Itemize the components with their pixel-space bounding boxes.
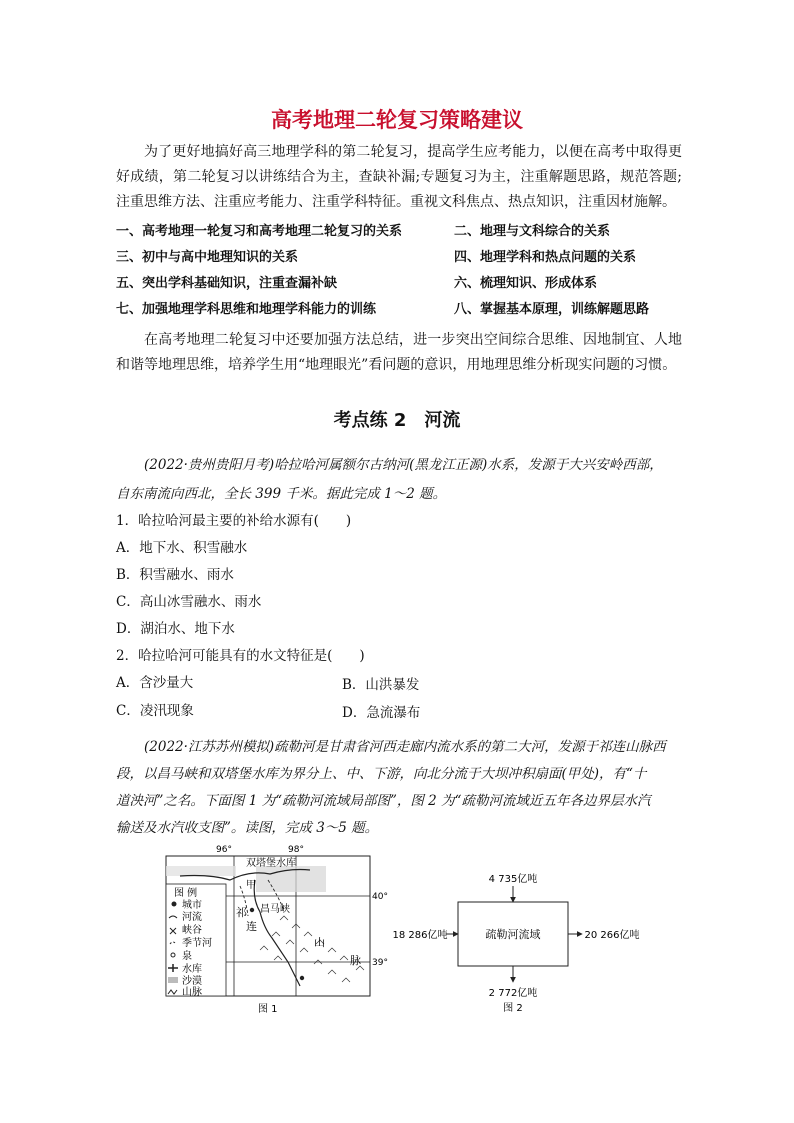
- q2-option-c: C．凌汛现象: [116, 703, 194, 719]
- closing-paragraph: 在高考地理二轮复习中还要加强方法总结，进一步突出空间综合思维、因地制宜、人地和谐等地理思维，培养学生用“地理眼光”看问题的意识，用地理思维分析现实问题的习惯。: [116, 332, 682, 373]
- legend-mountain: 山脉: [182, 987, 202, 998]
- intro-paragraph: 为了更好地搞好高三地理学科的第二轮复习，提高学生应考能力，以便在高考中取得更好成绩，第二轮复习以讲练结合为主，查缺补漏;专题复习为主，注重解题思路，规范答题;注重思维方法、注重应考能力、注重学科特征。重视文科焦点、热点知识，注重因材施解。: [116, 144, 682, 210]
- label-changma-gorge: 昌马峡: [260, 904, 290, 915]
- figure-1-caption: 图 1: [258, 1004, 278, 1015]
- point-8: 八、掌握基本原理，训练解题思路: [454, 302, 650, 317]
- legend-gorge: 峡谷: [182, 925, 202, 936]
- section-title: 考点练 2 河流: [333, 410, 461, 431]
- q1-option-b: B．积雪融水、雨水: [116, 567, 234, 583]
- legend-city-icon: [172, 902, 177, 907]
- q2-option-b: B．山洪暴发: [342, 677, 420, 693]
- lon-label-96: 96°: [216, 845, 232, 855]
- figure-2-vapor-budget-diagram: [390, 868, 650, 1018]
- legend-reservoir: 水库: [182, 964, 202, 975]
- q1-option-c: C．高山冰雪融水、雨水: [116, 594, 262, 610]
- legend-desert: 沙漠: [182, 976, 202, 987]
- legend-spring: 泉: [182, 951, 192, 962]
- q2-option-d: D．急流瀑布: [342, 705, 421, 721]
- legend-title: 图 例: [174, 888, 198, 899]
- material-2-line-3: 道泱河”之名。下面图 1 为“疏勒河流域局部图”，图 2 为“疏勒河流域近五年各边界层水汽: [116, 793, 651, 809]
- right-value: 20 266亿吨: [584, 930, 640, 941]
- q2-option-a: A．含沙量大: [116, 675, 194, 691]
- material-1-line-2: 自东南流向西北，全长 399 千米。据此完成 1～2 题。: [116, 486, 447, 502]
- legend-seasonal-river: 季节河: [182, 938, 212, 949]
- lon-label-98: 98°: [288, 845, 304, 855]
- label-lian: 连: [246, 920, 257, 933]
- material-2-line-1: (2022·江苏苏州模拟)疏勒河是甘肃省河西走廊内流水系的第二大河，发源于祁连山脉西: [144, 739, 666, 755]
- bottom-value: 2 772亿吨: [488, 988, 538, 999]
- point-7: 七、加强地理学科思维和地理学科能力的训练: [116, 302, 377, 317]
- left-value: 18 286亿吨: [392, 930, 448, 941]
- figure-2-caption: 图 2: [503, 1003, 523, 1014]
- top-value: 4 735亿吨: [488, 874, 538, 885]
- legend-city: 城市: [182, 900, 202, 911]
- question-2: 2．哈拉哈河可能具有的水文特征是( ): [116, 648, 365, 664]
- point-4: 四、地理学科和热点问题的关系: [454, 250, 637, 265]
- point-2: 二、地理与文科综合的关系: [454, 224, 611, 239]
- page-title: 高考地理二轮复习策略建议: [271, 108, 523, 132]
- legend-desert-icon: [168, 977, 178, 983]
- point-6: 六、梳理知识、形成体系: [454, 276, 598, 291]
- material-1-line-1: (2022·贵州贵阳月考)哈拉哈河属额尔古纳河(黑龙江正源)水系，发源于大兴安岭西部，: [144, 457, 663, 473]
- point-5: 五、突出学科基础知识，注重查漏补缺: [116, 276, 338, 291]
- point-1: 一、高考地理一轮复习和高考地理二轮复习的关系: [116, 224, 403, 239]
- legend-river: 河流: [182, 912, 202, 923]
- figure-1-river-basin-map: [160, 840, 400, 1020]
- question-1: 1．哈拉哈河最主要的补给水源有( ): [116, 513, 352, 529]
- material-2-line-2: 段，以昌马峡和双塔堡水库为界分上、中、下游，向北分流于大坝冲积扇面(甲处)，有“十: [116, 766, 647, 782]
- label-shan: 山: [314, 936, 325, 949]
- q1-option-d: D．湖泊水、地下水: [116, 621, 235, 637]
- lat-label-39: 39°: [372, 958, 388, 968]
- lat-label-40: 40°: [372, 892, 388, 902]
- basin-label: 疏勒河流域: [485, 928, 541, 941]
- point-3: 三、初中与高中地理知识的关系: [116, 250, 299, 265]
- q1-option-a: A．地下水、积雪融水: [116, 540, 248, 556]
- label-mai: 脉: [350, 954, 361, 967]
- material-2-line-4: 输送及水汽收支图”。读图，完成 3～5 题。: [116, 820, 379, 836]
- review-points: [116, 219, 682, 323]
- label-qi: 祁: [236, 906, 247, 919]
- label-jia: 甲: [246, 880, 256, 891]
- label-reservoir: 双塔堡水库: [246, 858, 296, 869]
